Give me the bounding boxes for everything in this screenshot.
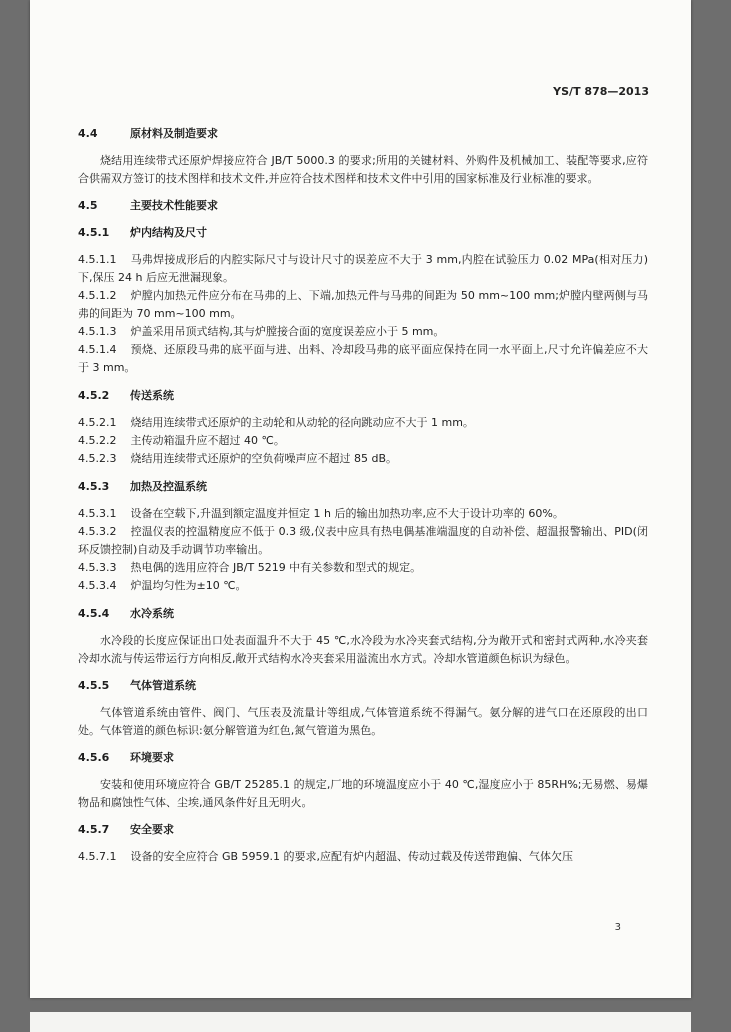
clause-number: 4.5.3.2 (78, 525, 117, 538)
section-heading (78, 197, 648, 213)
next-page-edge (30, 1012, 691, 1032)
section-number: 4.5.7 (78, 823, 110, 836)
clause-item (78, 251, 648, 287)
section-title: 主要技术性能要求 (130, 199, 218, 212)
spacer (78, 468, 648, 478)
section-number: 4.5 (78, 199, 98, 212)
section-number: 4.5.1 (78, 226, 110, 239)
section-title: 气体管道系统 (130, 679, 196, 692)
clause-item (78, 848, 648, 866)
clause-item (78, 523, 648, 559)
section-number: 4.5.6 (78, 751, 110, 764)
clause-item (78, 505, 648, 523)
clause-text: 主传动箱温升应不超过 40 ℃。 (130, 434, 285, 447)
clause-item (78, 341, 648, 377)
document-body (78, 125, 648, 866)
clause-item (78, 287, 648, 323)
clause-text: 炉盖采用吊顶式结构,其与炉膛接合面的宽度误差应小于 5 mm。 (130, 325, 445, 338)
clause-number: 4.5.2.3 (78, 452, 117, 465)
section-heading (78, 749, 648, 765)
section-title: 传送系统 (130, 389, 174, 402)
clause-number: 4.5.1.2 (78, 289, 117, 302)
paragraph: 水冷段的长度应保证出口处表面温升不大于 45 ℃,水冷段为水冷夹套式结构,分为敞开式和密封式两种,水冷夹套冷却水流与传运带运行方向相反,敞开式结构水冷夹套采用溢流出水方式。冷却水管道颜色标识为绿色。 (78, 634, 648, 665)
section-title: 原材料及制造要求 (130, 127, 218, 140)
section-title: 水冷系统 (130, 607, 174, 620)
clause-number: 4.5.2.1 (78, 416, 117, 429)
clause-item (78, 432, 648, 450)
clause-number: 4.5.3.3 (78, 561, 117, 574)
clause-text: 烧结用连续带式还原炉的空负荷噪声应不超过 85 dB。 (130, 452, 398, 465)
clause-text: 预烧、还原段马弗的底平面与进、出料、冷却段马弗的底平面应保持在同一水平面上,尺寸允许偏差应不大于 3 mm。 (78, 343, 648, 374)
clause-item (78, 450, 648, 468)
clause-number: 4.5.1.3 (78, 325, 117, 338)
section-heading (78, 478, 648, 494)
section-heading (78, 821, 648, 837)
section-heading (78, 605, 648, 621)
clause-number: 4.5.3.4 (78, 579, 117, 592)
clause-text: 热电偶的选用应符合 JB/T 5219 中有关参数和型式的规定。 (130, 561, 422, 574)
spacer (78, 377, 648, 387)
clause-text: 马弗焊接成形后的内腔实际尺寸与设计尺寸的误差应不大于 3 mm,内腔在试验压力 0.02 MPa(相对压力)下,保压 24 h 后应无泄漏现象。 (78, 253, 648, 284)
clause-number: 4.5.2.2 (78, 434, 117, 447)
section-title: 环境要求 (130, 751, 174, 764)
page-number: 3 (614, 922, 621, 933)
document-page (30, 0, 691, 998)
clause-item (78, 559, 648, 577)
section-number: 4.5.2 (78, 389, 110, 402)
clause-text: 炉膛内加热元件应分布在马弗的上、下端,加热元件与马弗的间距为 50 mm~100 mm;炉膛内壁两侧与马弗的间距为 70 mm~100 mm。 (78, 289, 648, 320)
spacer (78, 595, 648, 605)
clause-text: 炉温均匀性为±10 ℃。 (130, 579, 247, 592)
clause-item (78, 414, 648, 432)
paragraph: 气体管道系统由管件、阀门、气压表及流量计等组成,气体管道系统不得漏气。氨分解的进气口在还原段的出口处。气体管道的颜色标识:氨分解管道为红色,氮气管道为黑色。 (78, 706, 648, 737)
clause-number: 4.5.1.1 (78, 253, 117, 266)
clause-text: 烧结用连续带式还原炉的主动轮和从动轮的径向跳动应不大于 1 mm。 (130, 416, 474, 429)
section-title: 安全要求 (130, 823, 174, 836)
section-heading (78, 677, 648, 693)
clause-text: 设备的安全应符合 GB 5959.1 的要求,应配有炉内超温、传动过载及传送带跑偏、气体欠压 (130, 850, 574, 863)
clause-text: 控温仪表的控温精度应不低于 0.3 级,仪表中应具有热电偶基准端温度的自动补偿、超温报警输出、PID(闭环反馈控制)自动及手动调节功率输出。 (78, 525, 648, 556)
section-title: 炉内结构及尺寸 (130, 226, 207, 239)
section-number: 4.5.3 (78, 480, 110, 493)
standard-code: YS/T 878—2013 (553, 85, 649, 98)
section-title: 加热及控温系统 (130, 480, 207, 493)
clause-item (78, 577, 648, 595)
paragraph: 安装和使用环境应符合 GB/T 25285.1 的规定,厂地的环境温度应小于 40 ℃,湿度应小于 85RH%;无易燃、易爆物品和腐蚀性气体、尘埃,通风条件好且无明火。 (78, 778, 648, 809)
clause-number: 4.5.7.1 (78, 850, 117, 863)
clause-item (78, 323, 648, 341)
section-number: 4.5.4 (78, 607, 110, 620)
clause-number: 4.5.3.1 (78, 507, 117, 520)
section-heading (78, 387, 648, 403)
section-number: 4.5.5 (78, 679, 110, 692)
clause-text: 设备在空载下,升温到额定温度并恒定 1 h 后的输出加热功率,应不大于设计功率的 60%。 (130, 507, 564, 520)
section-number: 4.4 (78, 127, 98, 140)
paragraph: 烧结用连续带式还原炉焊接应符合 JB/T 5000.3 的要求;所用的关键材料、外购件及机械加工、装配等要求,应符合供需双方签订的技术图样和技术文件,并应符合技术图样和技术文件中引用的国家标准及行业标准的要求。 (78, 154, 648, 185)
section-heading (78, 224, 648, 240)
section-heading (78, 125, 648, 141)
clause-number: 4.5.1.4 (78, 343, 117, 356)
